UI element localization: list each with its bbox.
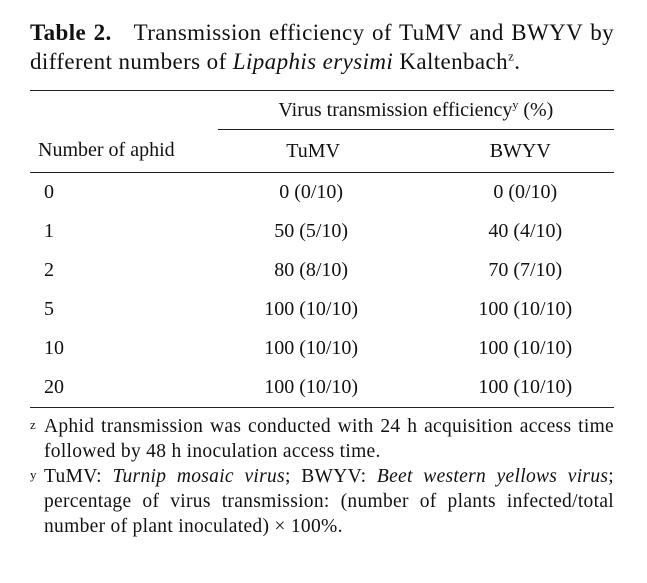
cell-aphid-count: 20 — [30, 368, 218, 408]
footnote-y — [30, 464, 614, 539]
table-row — [30, 173, 614, 213]
header-bwyv: BWYV — [427, 130, 614, 173]
header-number-of-aphid: Number of aphid — [30, 130, 218, 173]
footnote-z-mark: z — [30, 417, 37, 432]
footnote-y-tumv-name: Turnip mosaic virus — [112, 466, 285, 487]
cell-tumv: 100 (10/10) — [264, 337, 359, 359]
table-row — [30, 290, 614, 329]
cell-aphid-count: 5 — [44, 298, 54, 320]
cell-aphid-count: 1 — [44, 220, 54, 242]
cell-bwyv: 100 (10/10) — [427, 368, 614, 408]
footnote-z-text: Aphid transmission was conducted with 24 h acquisition access time followed by 48 h inoculation access time. — [44, 416, 614, 462]
table-row — [30, 368, 614, 408]
footnote-y-bwyv-name: Beet western yellows virus — [376, 466, 609, 487]
cell-aphid-count: 10 — [44, 337, 64, 359]
table-row — [30, 251, 614, 290]
table-figure — [30, 18, 614, 539]
data-table — [30, 90, 614, 408]
cell-tumv: 100 (10/10) — [264, 298, 359, 320]
table-row — [30, 329, 614, 368]
caption-author: Kaltenbach — [399, 49, 509, 74]
table-row — [30, 212, 614, 251]
caption-footnote-mark: z — [508, 48, 515, 64]
cell-bwyv: 100 (10/10) — [478, 337, 573, 359]
footnote-y-mark: y — [30, 467, 37, 482]
footnote-y-rest: ; percentage of virus transmission: (number of plants infected/total number of plant inoculated) × 100%. — [44, 466, 614, 537]
caption-end: . — [514, 49, 521, 74]
header-tumv: TuMV — [218, 130, 427, 173]
caption-species: Lipaphis erysimi — [232, 49, 394, 74]
header-unit: (%) — [518, 98, 554, 121]
caption-label: Table 2. — [30, 20, 112, 45]
header-blank — [30, 91, 218, 130]
footnote-y-bwyv: ; BWYV: — [284, 466, 377, 487]
cell-bwyv: 40 (4/10) — [488, 220, 563, 242]
cell-tumv: 0 (0/10) — [279, 181, 344, 203]
header-virus-efficiency-label: Virus transmission efficiency — [278, 98, 513, 121]
cell-tumv: 50 (5/10) — [274, 220, 349, 242]
cell-aphid-count: 0 — [44, 181, 54, 203]
cell-tumv: 100 (10/10) — [218, 368, 427, 408]
cell-bwyv: 0 (0/10) — [493, 181, 558, 203]
cell-tumv: 80 (8/10) — [274, 259, 349, 281]
footnote-y-tumv: TuMV: — [44, 466, 113, 487]
table-footnotes — [30, 414, 614, 539]
header-footnote-mark: y — [512, 96, 519, 111]
header-virus-efficiency — [218, 91, 614, 130]
table-caption — [30, 18, 614, 76]
cell-aphid-count: 2 — [44, 259, 54, 281]
cell-bwyv: 100 (10/10) — [478, 298, 573, 320]
caption-text: Transmission efficiency of TuMV and BWYV by different numbers of — [30, 20, 614, 74]
footnote-z — [30, 414, 614, 464]
cell-bwyv: 70 (7/10) — [488, 259, 563, 281]
